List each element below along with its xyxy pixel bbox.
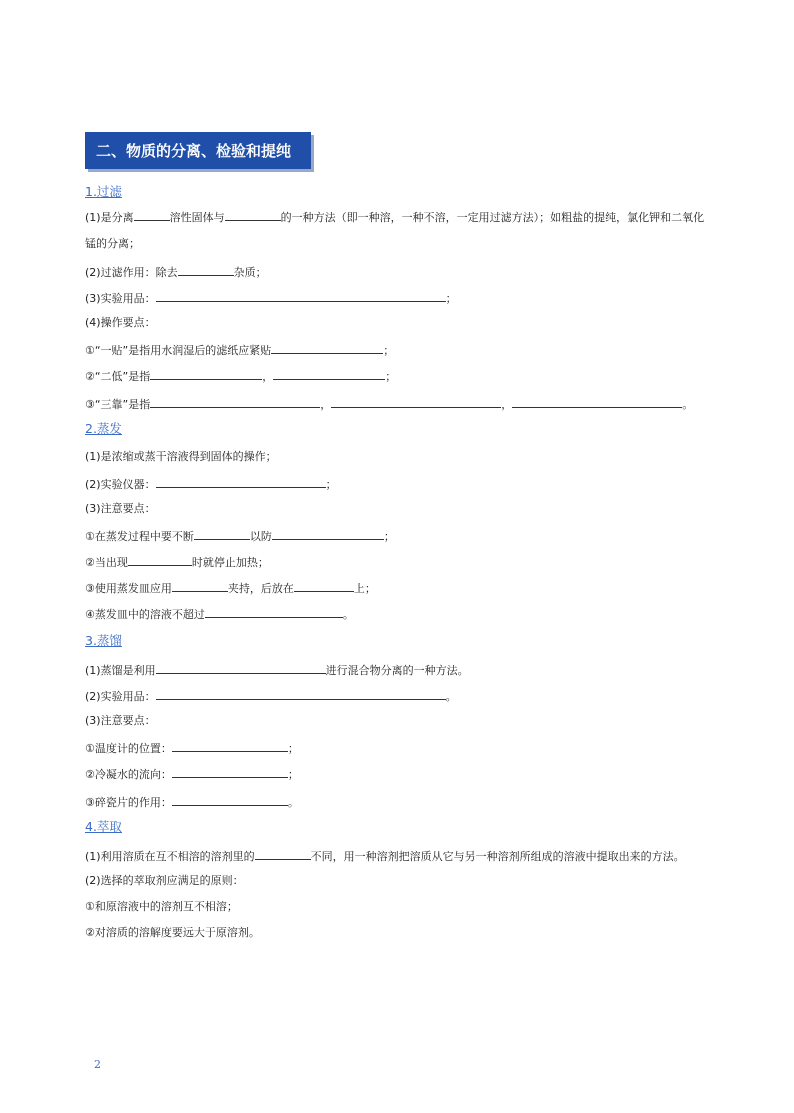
blank-field[interactable] [172, 766, 288, 778]
filtration-paragraph-7 [85, 396, 693, 412]
blank-field[interactable] [172, 740, 288, 752]
blank-field[interactable] [178, 264, 234, 276]
text: 。 [445, 690, 457, 703]
evaporation-paragraph-3: (3)注意要点： [85, 502, 156, 515]
extraction-paragraph-2: (2)选择的萃取剂应满足的原则： [85, 874, 244, 887]
heading-filtration: 1.过滤 [85, 184, 122, 199]
text: ②“二低”是指 [85, 370, 151, 383]
blank-field[interactable] [271, 342, 383, 354]
blank-field[interactable] [205, 606, 343, 618]
text: ④蒸发皿中的溶液不超过 [85, 608, 205, 621]
text: 。 [287, 796, 299, 809]
blank-field[interactable] [225, 209, 281, 221]
filtration-paragraph-1 [85, 205, 715, 257]
text: 。 [342, 608, 354, 621]
blank-field[interactable] [272, 528, 384, 540]
text: 。 [682, 398, 694, 411]
text: (3)实验用品： [85, 292, 156, 305]
blank-field[interactable] [156, 476, 326, 488]
text: 的一种方法（即一种溶，一种不溶，一定用过滤方法）；如粗盐的提纯，氯化钾和二氧化锰的分离； [85, 211, 705, 250]
text: ， [501, 398, 513, 411]
filtration-paragraph-5 [85, 342, 394, 358]
distillation-paragraph-3: (3)注意要点： [85, 714, 156, 727]
text: ③“三靠”是指 [85, 398, 151, 411]
heading-distillation: 3.蒸馏 [85, 633, 122, 648]
distillation-paragraph-2 [85, 688, 457, 704]
evaporation-paragraph-5 [85, 554, 269, 570]
blank-field[interactable] [512, 396, 682, 408]
distillation-paragraph-1 [85, 662, 469, 678]
blank-field[interactable] [172, 794, 288, 806]
blank-field[interactable] [294, 580, 354, 592]
text: ， [320, 398, 332, 411]
text: 杂质； [233, 266, 267, 279]
evaporation-paragraph-1: (1)是浓缩或蒸干溶液得到固体的操作； [85, 450, 277, 463]
page-number: 2 [94, 1058, 101, 1071]
heading-evaporation: 2.蒸发 [85, 421, 122, 436]
blank-field[interactable] [331, 396, 501, 408]
blank-field[interactable] [156, 662, 326, 674]
text: 进行混合物分离的一种方法。 [325, 664, 469, 677]
section-title: 二、物质的分离、检验和提纯 [85, 132, 311, 169]
filtration-paragraph-4: (4)操作要点： [85, 316, 156, 329]
text: (2)实验仪器： [85, 478, 156, 491]
text: ， [262, 370, 274, 383]
evaporation-paragraph-4 [85, 528, 395, 544]
blank-field[interactable] [128, 554, 192, 566]
distillation-paragraph-4 [85, 740, 299, 756]
evaporation-paragraph-2 [85, 476, 337, 492]
text: ①在蒸发过程中要不断 [85, 530, 194, 543]
blank-field[interactable] [172, 580, 228, 592]
text: (2)实验用品： [85, 690, 156, 703]
text: (1)蒸馏是利用 [85, 664, 156, 677]
text: ③碎瓷片的作用： [85, 796, 172, 809]
text: 时就停止加热； [191, 556, 269, 569]
text: ； [445, 292, 457, 305]
blank-field[interactable] [134, 209, 170, 221]
extraction-paragraph-3: ①和原溶液中的溶剂互不相溶； [85, 900, 238, 913]
text: ； [383, 530, 395, 543]
extraction-paragraph-4: ②对溶质的溶解度要远大于原溶剂。 [85, 926, 260, 939]
extraction-paragraph-1 [85, 848, 685, 864]
blank-field[interactable] [156, 290, 446, 302]
text: 溶性固体与 [169, 211, 225, 224]
filtration-paragraph-3 [85, 290, 457, 306]
evaporation-paragraph-7 [85, 606, 354, 622]
text: ②冷凝水的流向： [85, 768, 172, 781]
text: ； [325, 478, 337, 491]
text: 以防 [249, 530, 272, 543]
text: ； [383, 344, 395, 357]
blank-field[interactable] [255, 848, 311, 860]
text: ①“一贴”是指用水润湿后的滤纸应紧贴 [85, 344, 272, 357]
text: ； [287, 768, 299, 781]
text: ①温度计的位置： [85, 742, 172, 755]
heading-extraction: 4.萃取 [85, 819, 122, 834]
blank-field[interactable] [156, 688, 446, 700]
blank-field[interactable] [194, 528, 250, 540]
text: ； [287, 742, 299, 755]
text: (1)利用溶质在互不相溶的溶剂里的 [85, 850, 255, 863]
distillation-paragraph-5 [85, 766, 299, 782]
filtration-paragraph-2 [85, 264, 267, 280]
text: ； [385, 370, 397, 383]
blank-field[interactable] [150, 368, 262, 380]
text: (2)过滤作用：除去 [85, 266, 178, 279]
blank-field[interactable] [273, 368, 385, 380]
evaporation-paragraph-6 [85, 580, 376, 596]
filtration-paragraph-6 [85, 368, 396, 384]
blank-field[interactable] [150, 396, 320, 408]
text: (1)是分离 [85, 211, 134, 224]
text: ③使用蒸发皿应用 [85, 582, 172, 595]
text: 不同，用一种溶剂把溶质从它与另一种溶剂所组成的溶液中提取出来的方法。 [310, 850, 685, 863]
text: 夹持，后放在 [227, 582, 294, 595]
text: ②当出现 [85, 556, 128, 569]
text: 上； [353, 582, 376, 595]
distillation-paragraph-6 [85, 794, 299, 810]
